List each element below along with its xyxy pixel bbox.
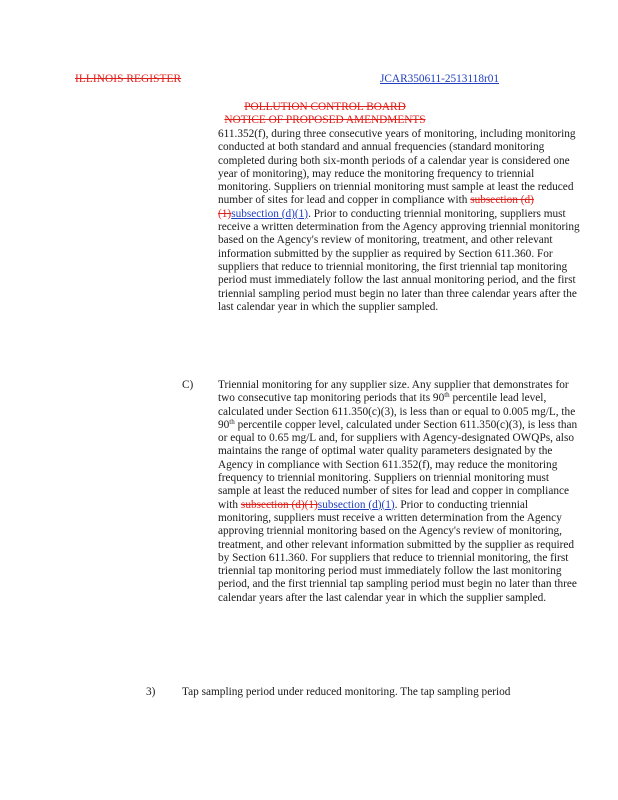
superscript: th [444,391,450,400]
header-right: JCAR350611-2513118r01 [380,73,500,85]
title-agency: POLLUTION CONTROL BOARD [244,101,406,113]
title-notice: NOTICE OF PROPOSED AMENDMENTS [224,114,426,126]
paragraph-c [218,379,583,605]
deleted-text: subsection (d)(1) [218,194,534,220]
superscript: th [229,417,235,426]
paragraph-text: . Prior to conducting triennial monitoring, suppliers must receive a written determination from the Agency approving triennial monitoring based on the Agency's review of monitoring, treatment, and other relevant information submitted by the supplier as required by Section 611.360. For suppliers that reduce to triennial monitoring, the first triennial tap monitoring period must immediately follow the last monitoring period, and the first triennial tap sampling period must begin no later than three calendar years after the last calendar year in which the supplier sampled. [218,498,577,604]
paragraph-text: Triennial monitoring for any supplier size. Any supplier that demonstrates for two consecutive tap monitoring periods that its 90 [218,379,569,405]
item-label-3: 3) [146,686,156,698]
item-label-c: C) [182,379,194,391]
paragraph-3: Tap sampling period under reduced monitoring. The tap sampling period [182,686,511,698]
paragraph-continued [218,128,583,314]
header-left: ILLINOIS REGISTER [75,73,182,85]
paragraph-text: 611.352(f), during three consecutive years of monitoring, including monitoring conducted at both standard and annual frequencies (standard monitoring completed during both six-month periods of a calendar year is considered one year of monitoring), may reduce the monitoring frequency to triennial monitoring. Suppliers on triennial monitoring must sample at least the reduced number of sites for lead and copper in compliance with [218,128,576,207]
inserted-text: subsection (d)(1) [317,498,395,511]
paragraph-text: . Prior to conducting triennial monitoring, suppliers must receive a written determination from the Agency approving triennial monitoring based on the Agency's review of monitoring, treatment, and other relevant information submitted by the supplier as required by Section 611.360. For suppliers that reduce to triennial monitoring, the first triennial tap monitoring period must immediately follow the last annual monitoring period, and the first triennial sampling period must begin no later than three calendar years after the last calendar year in which the supplier sampled. [218,207,580,313]
paragraph-text: percentile lead level, calculated under Section 611.350(c)(3), is less than or equal to 0.005 mg/L, the 90 [218,392,576,431]
inserted-text: subsection (d)(1) [231,207,309,220]
paragraph-text: percentile copper level, calculated under Section 611.350(c)(3), is less than or equal to 0.65 mg/L and, for suppliers with Agency-designated OWQPs, also maintains the range of optimal water quality parameters designated by the Agency in compliance with Section 611.352(f), may reduce the monitoring frequency to triennial monitoring. Suppliers on triennial monitoring must sample at least the reduced number of sites for lead and copper in compliance with [218,418,578,511]
deleted-text: subsection (d)(1) [240,498,318,511]
